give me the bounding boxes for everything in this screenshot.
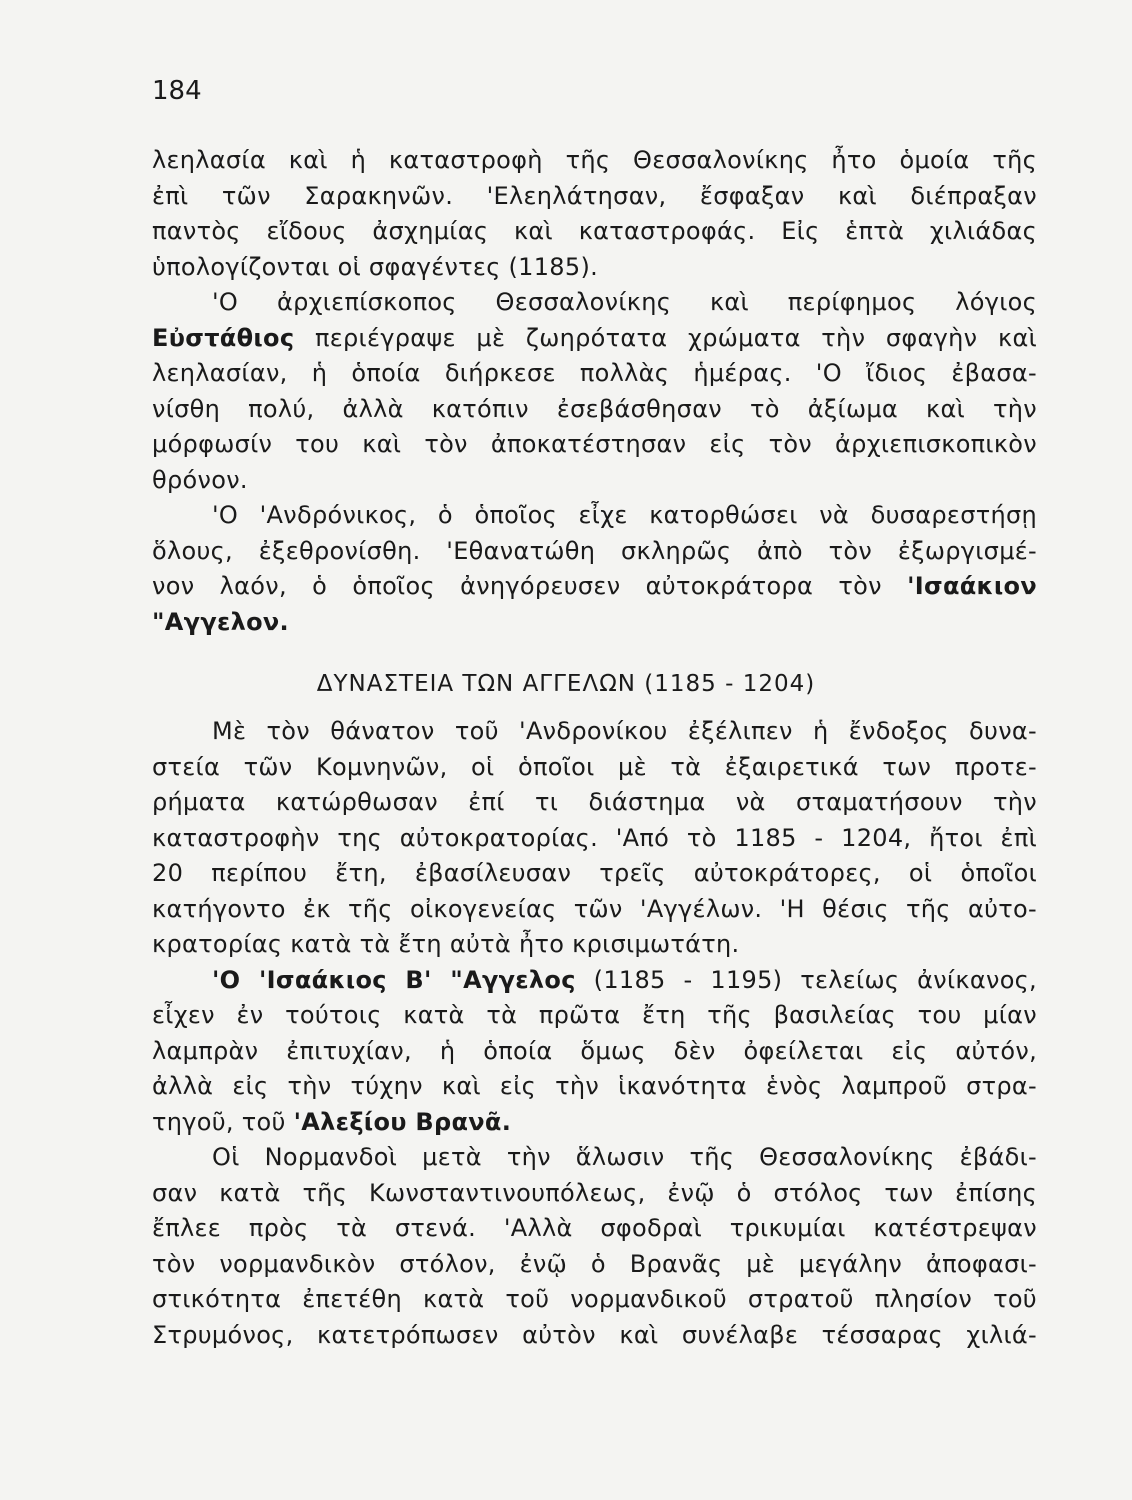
text-line: τὸν νορμανδικὸν στόλον, ἐνῷ ὁ Βρανᾶς μὲ μεγάλην ἀποφασι- (152, 1249, 1037, 1278)
name-isaakios-b-angelos: 'Ο 'Ισαάκιος Β' "Αγγελος (212, 965, 576, 994)
text-line: παντὸς εἴδους ἀσχημίας καὶ καταστροφάς. Εἰς ἑπτὰ χιλιάδας (152, 217, 1037, 245)
name-alexios-branas: 'Αλεξίου Βρανᾶ. (293, 1107, 512, 1136)
text-line: Μὲ τὸν θάνατον τοῦ 'Ανδρονίκου ἐξέλιπεν ἡ ἔνδοξος δυνα- (212, 717, 1037, 745)
text-line: σαν κατὰ τῆς Κωνσταντινουπόλεως, ἐνῷ ὁ στόλος των ἐπίσης (152, 1178, 1037, 1207)
text-line: εἶχεν ἐν τούτοις κατὰ τὰ πρῶτα ἔτη τῆς βασιλείας του μίαν (152, 1001, 1037, 1029)
text-line: 20 περίπου ἔτη, ἐβασίλευσαν τρεῖς αὐτοκράτορες, οἱ ὁποῖοι (152, 859, 1037, 887)
text-fragment: περιέγραψε μὲ ζωηρότατα χρώματα τὴν σφαγὴν καὶ (314, 323, 1037, 352)
text-line: ὅλους, ἐξεθρονίσθη. 'Εθανατώθη σκληρῶς ἀπὸ τὸν ἐξωργισμέ- (152, 536, 1037, 565)
text-line (152, 605, 1037, 641)
paragraphs-after-heading (152, 714, 1037, 1353)
text-line: ἔπλεε πρὸς τὰ στενά. 'Αλλὰ σφοδραὶ τρικυμίαι κατέστρεψαν (152, 1214, 1037, 1242)
name-eustathios: Εὐστάθιος (152, 323, 295, 352)
text-line (152, 1105, 1037, 1141)
text-line: θρόνον. (152, 465, 248, 494)
text-line: στεία τῶν Κομνηνῶν, οἱ ὁποῖοι μὲ τὰ ἐξαιρετικά των προτε- (152, 752, 1037, 781)
name-angelos: "Αγγελον. (152, 607, 289, 636)
text-line (152, 321, 1037, 357)
text-line: στικότητα ἐπετέθη κατὰ τοῦ νορμανδικοῦ στρατοῦ πλησίον τοῦ (152, 1285, 1037, 1313)
text-line: ρήματα κατώρθωσαν ἐπί τι διάστημα νὰ σταματήσουν τὴν (152, 788, 1037, 816)
text-line: κατήγοντο ἐκ τῆς οἰκογενείας τῶν 'Αγγέλων. 'Η θέσις τῆς αὐτο- (152, 894, 1037, 923)
text-line: ἀλλὰ εἰς τὴν τύχην καὶ εἰς τὴν ἱκανότητα ἑνὸς λαμπροῦ στρα- (152, 1072, 1037, 1100)
name-isaakios: 'Ισαάκιον (907, 572, 1037, 600)
text-line (152, 963, 1037, 999)
text-line: Στρυμόνος, κατετρόπωσεν αὐτὸν καὶ συνέλαβε τέσσαρας χιλιά- (152, 1320, 1037, 1349)
text-line (152, 569, 1037, 605)
text-line: 'Ο ἀρχιεπίσκοπος Θεσσαλονίκης καὶ περίφημος λόγιος (212, 288, 1037, 316)
text-line: καταστροφὴν της αὐτοκρατορίας. 'Από τὸ 1185 - 1204, ἤτοι ἐπὶ (152, 823, 1037, 852)
text-fragment: νον λαόν, ὁ ὁποῖος ἀνηγόρευσεν αὐτοκράτορα τὸν (152, 572, 882, 600)
section-heading: ΔΥΝΑΣΤΕΙΑ ΤΩΝ ΑΓΓΕΛΩΝ (1185 - 1204) (316, 671, 816, 697)
text-line: 'Ο 'Ανδρόνικος, ὁ ὁποῖος εἶχε κατορθώσει νὰ δυσαρεστήσῃ (212, 501, 1037, 529)
text-line: ἐπὶ τῶν Σαρακηνῶν. 'Ελεηλάτησαν, ἔσφαξαν καὶ διέπραξαν (152, 181, 1037, 210)
text-line: ὑπολογίζονται οἱ σφαγέντες (1185). (152, 252, 599, 281)
text-line: λεηλασία καὶ ἡ καταστροφὴ τῆς Θεσσαλονίκης ἦτο ὁμοία τῆς (152, 146, 1037, 174)
text-line: λεηλασίαν, ἡ ὁποία διήρκεσε πολλὰς ἡμέρας. 'Ο ἴδιος ἐβασα- (152, 359, 1037, 387)
text-fragment: (1185 - 1195) τελείως ἀνίκανος, (593, 965, 1037, 994)
page-number: 184 (152, 76, 202, 106)
text-fragment: τηγοῦ, τοῦ (152, 1107, 286, 1136)
text-line: λαμπρὰν ἐπιτυχίαν, ἡ ὁποία ὅμως δὲν ὀφείλεται εἰς αὐτόν, (152, 1036, 1037, 1065)
text-line: κρατορίας κατὰ τὰ ἔτη αὐτὰ ἦτο κρισιμωτάτη. (152, 930, 740, 958)
paragraphs-before-heading (152, 143, 1037, 640)
text-line: νίσθη πολύ, ἀλλὰ κατόπιν ἐσεβάσθησαν τὸ ἀξίωμα καὶ τὴν (152, 394, 1037, 423)
text-line: μόρφωσίν του καὶ τὸν ἀποκατέστησαν εἰς τὸν ἀρχιεπισκοπικὸν (152, 430, 1037, 458)
text-line: Οἱ Νορμανδοὶ μετὰ τὴν ἅλωσιν τῆς Θεσσαλονίκης ἐβάδι- (212, 1143, 1037, 1171)
